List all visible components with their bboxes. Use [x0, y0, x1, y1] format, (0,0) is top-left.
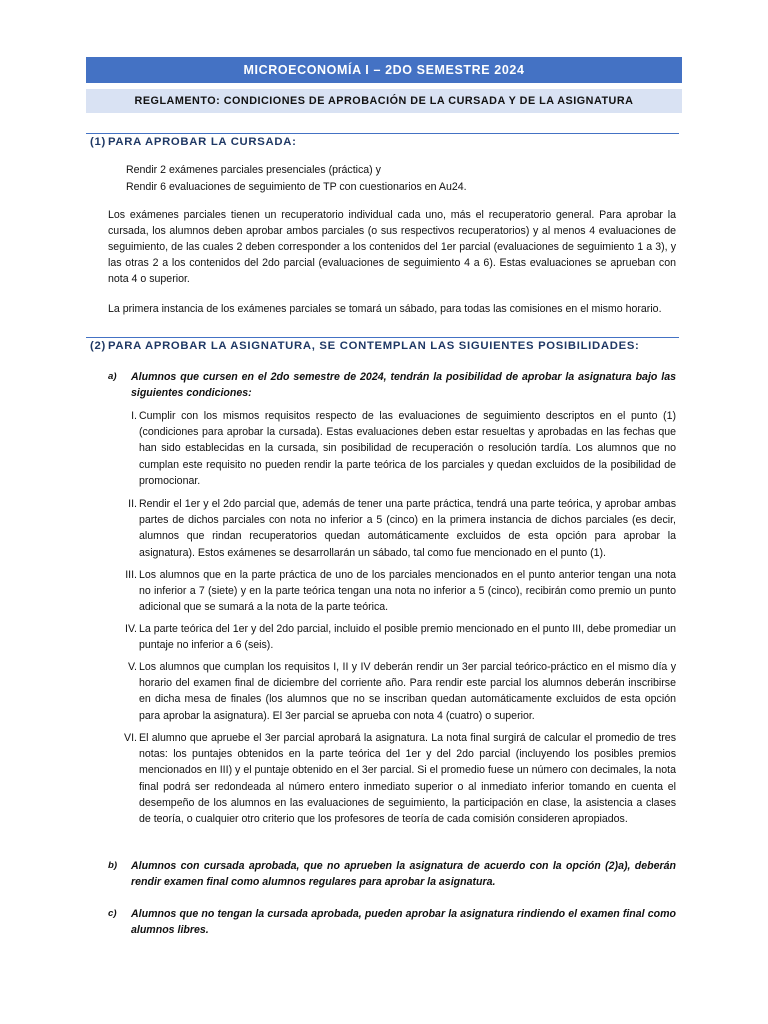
section-2-number: (2) — [90, 340, 106, 352]
condition-text: Cumplir con los mismos requisitos respecto de las evaluaciones de seguimiento descriptos en el punto (1) (condiciones para aprobar la cursada). Estas evaluaciones deben estar resueltas y aprobadas en las fechas que han sido establecidas en la cursada, sin posibilidad de recuperación o resolución tardía. Los alumnos que no cumplan este requisito no pueden rendir la parte teórica de los parciales y quedan excluidos de la posibilidad de promocionar. — [139, 410, 676, 487]
section-1-paragraph-2: La primera instancia de los exámenes parciales se tomará un sábado, para todas las comisiones en el mismo horario. — [108, 303, 662, 315]
condition-text: La parte teórica del 1er y del 2do parcial, incluido el posible premio mencionado en el punto III, debe promediar un puntaje no inferior a 6 (seis). — [139, 623, 676, 652]
option-c-letter: c) — [108, 908, 117, 919]
option-b-letter: b) — [108, 860, 118, 871]
condition-text: El alumno que apruebe el 3er parcial aprobará la asignatura. La nota final surgirá de calcular el promedio de tres notas: los puntajes obtenidos en la parte teórica del 1er y del 2do parcial (incluyendo los posibles premios mencionados en III) y el puntaje obtenido en el 3er parcial. Si el promedio fuese un número con decimales, la nota final podrá ser redondeada al número entero inmediato superior o al inmediato inferior tomando en cuenta el desempeño de los alumnos en las evaluaciones de seguimiento, la participación en clase, la asistencia a clases de teoría, o cualquier otro criterio que los profesores de teoría de cada comisión consideren apropiados. — [139, 732, 676, 826]
section-1-paragraph-1: Los exámenes parciales tienen un recuperatorio individual cada uno, más el recuperatorio general. Para aprobar la cursada, los alumnos deben aprobar ambos parciales (o sus respectivos recuperatorios) y al menos 4 evaluaciones de seguimiento, de las cuales 2 deben corresponder a los contenidos del 1er parcial (evaluaciones de seguimiento 1 a 3), y las otras 2 a los contenidos del 2do parcial (evaluaciones de seguimiento 4 a 6). Estas evaluaciones se aprueban con nota 4 o superior. — [108, 209, 676, 285]
condition-item-4 — [108, 621, 676, 653]
condition-text: Los alumnos que cumplan los requisitos I, II y IV deberán rendir un 3er parcial teórico-práctico en el mismo día y horario del examen final de diciembre del corriente año. Para rendir este parcial los alumnos deberán inscribirse en dicha mesa de finales (los alumnos que no se inscriban quedan automáticamente excluidos de esta opción para aprobar la asignatura). El 3er parcial se aprueba con nota 4 (cuatro) o superior. — [139, 661, 676, 722]
document-title: MICROECONOMÍA I – 2DO SEMESTRE 2024 — [86, 57, 682, 83]
requirement-line-1: Rendir 2 exámenes parciales presenciales (práctica) y — [126, 164, 381, 176]
condition-numeral: VI. — [124, 732, 137, 744]
option-a — [108, 369, 676, 401]
option-c-text: Alumnos que no tengan la cursada aprobada, pueden aprobar la asignatura rindiendo el examen final como alumnos libres. — [131, 908, 676, 936]
option-a-text: Alumnos que cursen en el 2do semestre de 2024, tendrán la posibilidad de aprobar la asignatura bajo las siguientes condiciones: — [131, 371, 676, 399]
condition-item-2 — [108, 496, 676, 561]
section-2-heading — [90, 340, 640, 352]
option-c — [108, 906, 676, 938]
section-1-number: (1) — [90, 136, 106, 148]
condition-text: Los alumnos que en la parte práctica de uno de los parciales mencionados en el punto anterior tengan una nota no inferior a 7 (siete) y en la parte teórica tengan una nota no inferior a 5 (cinco), recibirán como premio un punto adicional que se sumará a la nota de la parte teórica. — [139, 569, 676, 614]
condition-item-5 — [108, 659, 676, 724]
condition-numeral: V. — [127, 661, 137, 673]
option-a-letter: a) — [108, 371, 117, 382]
section-1-title: PARA APROBAR LA CURSADA: — [108, 136, 297, 148]
requirement-line-2: Rendir 6 evaluaciones de seguimiento de TP con cuestionarios en Au24. — [126, 181, 467, 193]
condition-numeral: II. — [128, 498, 137, 510]
condition-item-1 — [108, 408, 676, 489]
section-1-heading — [90, 136, 297, 148]
condition-numeral: IV. — [125, 623, 137, 635]
condition-numeral: III. — [125, 569, 137, 581]
section-1-rule — [86, 133, 679, 134]
section-2-rule — [86, 337, 679, 338]
section-2-title: PARA APROBAR LA ASIGNATURA, SE CONTEMPLAN LAS SIGUIENTES POSIBILIDADES: — [108, 340, 640, 352]
condition-text: Rendir el 1er y el 2do parcial que, además de tener una parte práctica, tendrá una parte teórica, y aprobar ambas partes de dichos parciales con nota no inferior a 5 (cinco) en la primera instancia de dichos parciales (es decir, alumnos que rindan recuperatorios quedan automáticamente excluidos de esta opción para aprobar la asignatura). Estos exámenes se desarrollarán un sábado, tal como fue mencionado en el punto (1). — [139, 498, 676, 559]
condition-item-3 — [108, 567, 676, 616]
condition-item-6 — [108, 730, 676, 827]
option-b-text: Alumnos con cursada aprobada, que no aprueben la asignatura de acuerdo con la opción (2)a), deberán rendir examen final como alumnos regulares para aprobar la asignatura. — [131, 860, 676, 888]
document-subtitle: REGLAMENTO: CONDICIONES DE APROBACIÓN DE LA CURSADA Y DE LA ASIGNATURA — [86, 89, 682, 113]
option-b — [108, 858, 676, 890]
condition-numeral: I. — [131, 410, 137, 422]
